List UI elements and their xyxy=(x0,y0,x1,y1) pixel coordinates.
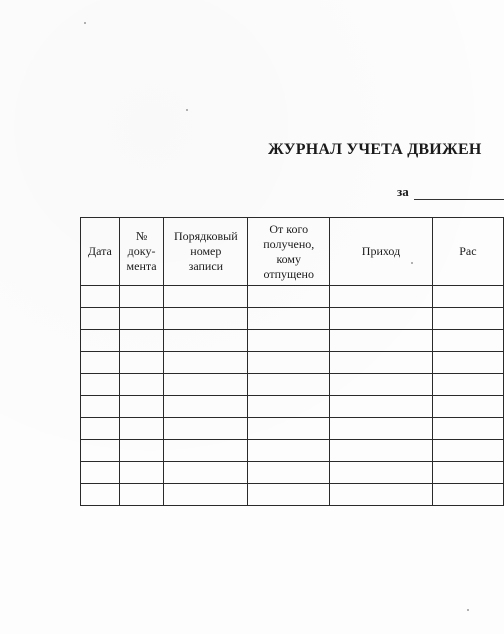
table-cell xyxy=(248,352,330,374)
journal-table xyxy=(80,217,504,506)
table-cell xyxy=(432,286,503,308)
table-cell xyxy=(432,308,503,330)
table-cell xyxy=(164,330,248,352)
table-cell xyxy=(330,484,433,506)
table-cell xyxy=(119,352,164,374)
table-cell xyxy=(248,286,330,308)
table-cell xyxy=(119,308,164,330)
table-cell xyxy=(164,396,248,418)
table-body xyxy=(81,286,504,506)
column-header-record-number: Порядковый номер записи xyxy=(164,218,248,286)
table-cell xyxy=(81,484,120,506)
table-cell xyxy=(248,396,330,418)
column-header-document-number: № доку- мента xyxy=(119,218,164,286)
table-cell xyxy=(119,462,164,484)
table-cell xyxy=(81,462,120,484)
table-row xyxy=(81,352,504,374)
scan-speck xyxy=(411,262,413,264)
table-cell xyxy=(330,396,433,418)
table-cell xyxy=(330,330,433,352)
table-cell xyxy=(330,374,433,396)
table-cell xyxy=(432,440,503,462)
table-cell xyxy=(81,330,120,352)
table-cell xyxy=(248,462,330,484)
scan-speck xyxy=(186,109,188,111)
table-cell xyxy=(164,352,248,374)
table-cell xyxy=(164,440,248,462)
table-cell xyxy=(81,352,120,374)
table-cell xyxy=(81,286,120,308)
table-header-row xyxy=(81,218,504,286)
table-cell xyxy=(119,286,164,308)
journal-title: ЖУРНАЛ УЧЕТА ДВИЖЕН xyxy=(268,141,482,158)
table-row xyxy=(81,462,504,484)
table-cell xyxy=(164,286,248,308)
table-row xyxy=(81,286,504,308)
table-cell xyxy=(164,418,248,440)
table-row xyxy=(81,330,504,352)
table-cell xyxy=(119,330,164,352)
table-cell xyxy=(330,308,433,330)
table-cell xyxy=(432,418,503,440)
table-row xyxy=(81,396,504,418)
table-cell xyxy=(119,374,164,396)
column-header-date: Дата xyxy=(81,218,120,286)
table-row xyxy=(81,308,504,330)
table-cell xyxy=(248,440,330,462)
table-cell xyxy=(432,484,503,506)
table-cell xyxy=(432,352,503,374)
table-cell xyxy=(330,418,433,440)
table-cell xyxy=(248,374,330,396)
table-cell xyxy=(119,396,164,418)
table-cell xyxy=(432,374,503,396)
table-cell xyxy=(81,418,120,440)
table-cell xyxy=(248,330,330,352)
table-cell xyxy=(330,440,433,462)
table-row xyxy=(81,440,504,462)
scan-speck xyxy=(84,22,86,24)
column-header-from-to: От кого получено, кому отпущено xyxy=(248,218,330,286)
table-cell xyxy=(119,484,164,506)
period-label: за xyxy=(397,184,409,199)
table-cell xyxy=(248,308,330,330)
table-cell xyxy=(119,440,164,462)
column-header-income: Приход xyxy=(330,218,433,286)
table-row xyxy=(81,374,504,396)
table-cell xyxy=(330,462,433,484)
table-row xyxy=(81,418,504,440)
table-cell xyxy=(432,462,503,484)
table-cell xyxy=(164,308,248,330)
table-cell xyxy=(119,418,164,440)
table-cell xyxy=(432,330,503,352)
table-cell xyxy=(81,396,120,418)
column-header-expense: Рас xyxy=(432,218,503,286)
table-cell xyxy=(432,396,503,418)
table-cell xyxy=(81,440,120,462)
table-cell xyxy=(164,374,248,396)
table-cell xyxy=(248,484,330,506)
table-cell xyxy=(164,462,248,484)
table-cell xyxy=(81,374,120,396)
table-cell xyxy=(248,418,330,440)
table-cell xyxy=(81,308,120,330)
period-blank-line xyxy=(414,199,504,200)
table-row xyxy=(81,484,504,506)
table-cell xyxy=(330,286,433,308)
table-cell xyxy=(164,484,248,506)
scan-speck xyxy=(467,609,469,611)
table-cell xyxy=(330,352,433,374)
